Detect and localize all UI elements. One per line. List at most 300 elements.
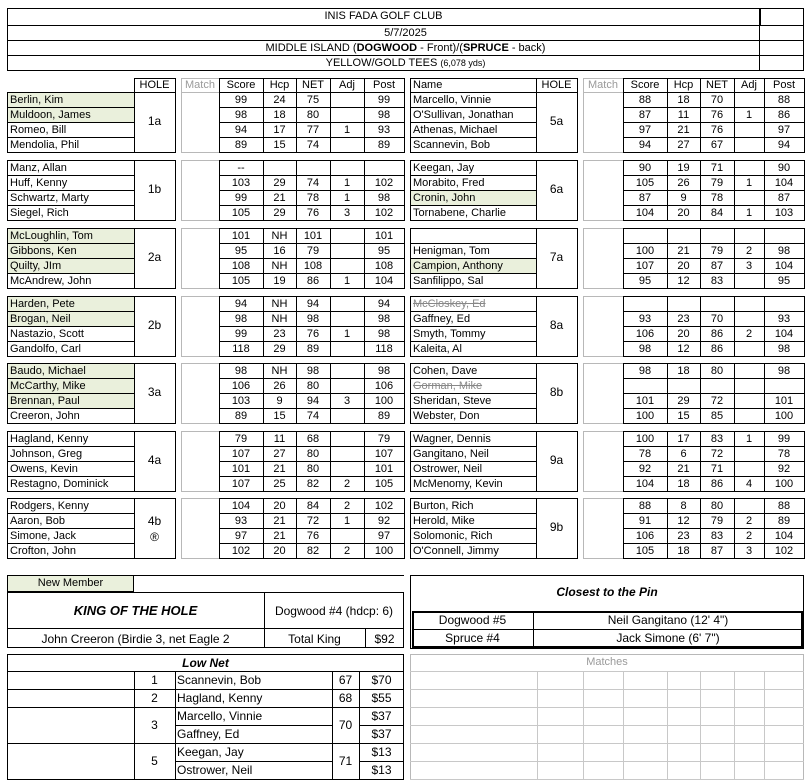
low-net-prize: $13: [371, 763, 392, 777]
header-l-hole-box: [134, 78, 176, 93]
player-net: 76: [710, 124, 724, 136]
player-name: Marcello, Vinnie: [413, 94, 492, 106]
player-score: 103: [231, 395, 251, 407]
player-net: 83: [710, 530, 724, 542]
player-net: 86: [710, 343, 724, 355]
rule-h: [175, 761, 332, 762]
player-post: 79: [377, 433, 391, 445]
low-net-prize: $37: [371, 709, 392, 723]
low-net-score: 67: [338, 674, 353, 687]
low-net-place: 2: [151, 692, 158, 705]
player-name: Gorman, Mike: [413, 380, 483, 392]
player-net: 80: [306, 380, 320, 392]
header-l-net-box: [296, 78, 331, 93]
club-title: INIS FADA GOLF CLUB: [324, 10, 443, 22]
player-score: 108: [231, 260, 251, 272]
player-net: 74: [306, 410, 320, 422]
header-r-adj: Adj: [741, 79, 757, 91]
player-hcp: 20: [677, 260, 690, 272]
player-score: 100: [635, 245, 655, 257]
player-hcp: 29: [677, 395, 690, 407]
player-hcp: 8: [680, 500, 687, 512]
low-net-player: Keegan, Jay: [177, 745, 244, 759]
header-l-match-box: [181, 78, 220, 93]
rule-h: [219, 393, 405, 394]
player-name: Webster, Don: [413, 410, 480, 422]
player-hcp: 21: [677, 245, 690, 257]
player-net: 79: [710, 245, 724, 257]
r-hole-8b: 8b: [549, 386, 564, 399]
player-adj: 1: [745, 207, 753, 219]
rule-h: [219, 378, 405, 379]
player-score: 101: [231, 463, 251, 475]
l-hole-3a: 3a: [147, 386, 162, 399]
player-name: Owens, Kevin: [10, 463, 78, 475]
player-post: 98: [377, 365, 391, 377]
player-adj: 1: [343, 515, 351, 527]
player-name: Gaffney, Ed: [413, 313, 471, 325]
rule-h: [219, 243, 405, 244]
header-l-hole: HOLE: [139, 79, 170, 91]
player-score: 89: [234, 139, 248, 151]
low-net-place: 3: [151, 719, 158, 732]
player-post: 104: [774, 530, 794, 542]
r-group-3-match-col: [583, 296, 624, 357]
player-post: 98: [777, 365, 791, 377]
l-group-6-match-col: [181, 498, 220, 559]
event-date: 5/7/2025: [384, 27, 427, 39]
header-r-score: Score: [630, 79, 660, 91]
player-hcp: 18: [677, 94, 690, 106]
player-name: Schwartz, Marty: [10, 192, 89, 204]
player-score: 97: [638, 124, 652, 136]
player-hcp: NH: [271, 365, 288, 377]
player-post: 102: [374, 177, 394, 189]
player-post: 93: [777, 313, 791, 325]
rule-h: [623, 461, 805, 462]
player-net: 98: [306, 365, 320, 377]
matches-title: Matches: [586, 656, 628, 668]
player-post: 94: [777, 139, 791, 151]
player-hcp: 18: [273, 109, 286, 121]
low-net-player: Scannevin, Bob: [177, 673, 262, 687]
player-net: 78: [710, 192, 724, 204]
player-score: 94: [638, 139, 652, 151]
r-hole-7a: 7a: [549, 251, 564, 264]
player-score: 107: [635, 260, 655, 272]
rule-h: [7, 707, 404, 708]
player-hcp: NH: [271, 298, 288, 310]
player-name: Simone, Jack: [10, 530, 77, 542]
l-group-0-match-col: [181, 92, 220, 153]
player-post: 101: [774, 395, 794, 407]
player-name: Nastazio, Scott: [10, 328, 84, 340]
player-name: Aaron, Bob: [10, 515, 66, 527]
header-l-net: NET: [302, 79, 324, 91]
rule-h: [7, 671, 404, 672]
player-hcp: 21: [677, 124, 690, 136]
player-net: 86: [306, 275, 320, 287]
player-hcp: 18: [677, 478, 690, 490]
player-adj: 2: [343, 545, 351, 557]
player-net: 72: [306, 515, 320, 527]
rule-h: [410, 725, 804, 726]
rule-h: [410, 671, 804, 672]
player-post: 103: [774, 207, 794, 219]
player-name: Muldoon, James: [8, 108, 134, 122]
player-post: 100: [374, 545, 394, 557]
king-total: $92: [374, 632, 395, 646]
player-score: 104: [635, 207, 655, 219]
low-net-player: Gaffney, Ed: [177, 727, 240, 741]
player-post: 86: [777, 109, 791, 121]
player-name: Restagno, Dominick: [10, 478, 109, 490]
player-name: Morabito, Fred: [413, 177, 485, 189]
rule-h: [7, 743, 404, 744]
player-post: 101: [374, 230, 394, 242]
player-hcp: 21: [273, 463, 286, 475]
r-group-6-match-col: [583, 498, 624, 559]
player-score: 87: [638, 192, 652, 204]
rule-h: [219, 258, 405, 259]
header-l-adj: Adj: [339, 79, 355, 91]
low-net-title: Low Net: [182, 656, 229, 670]
player-name: Gibbons, Ken: [8, 244, 134, 258]
player-adj: 2: [745, 530, 753, 542]
rule-h: [219, 205, 405, 206]
player-adj: 1: [745, 109, 753, 121]
player-hcp: 15: [677, 410, 690, 422]
player-score: 101: [635, 395, 655, 407]
player-name: Huff, Kenny: [10, 177, 68, 189]
rule-h: [410, 761, 804, 762]
player-hcp: NH: [271, 260, 288, 272]
header-r-hcp: Hcp: [673, 79, 694, 91]
header-r-hcp-box: [667, 78, 701, 93]
player-name: Gandolfo, Carl: [10, 343, 81, 355]
rule-h: [219, 408, 405, 409]
player-hcp: 21: [273, 192, 286, 204]
player-adj: 4: [745, 478, 753, 490]
player-adj: 3: [745, 545, 753, 557]
player-score: 88: [638, 500, 652, 512]
rule-h: [219, 543, 405, 544]
r-hole-9b: 9b: [549, 521, 564, 534]
rule-h: [359, 761, 404, 762]
low-net-player: Hagland, Kenny: [177, 691, 263, 705]
player-name: Siegel, Rich: [10, 207, 69, 219]
player-net: 67: [710, 139, 724, 151]
rule-h: [623, 107, 805, 108]
player-post: 104: [774, 260, 794, 272]
player-name: Rodgers, Kenny: [10, 500, 89, 512]
player-adj: 1: [343, 124, 351, 136]
player-post: 95: [377, 245, 391, 257]
rule-h: [410, 743, 804, 744]
player-net: 80: [306, 109, 320, 121]
r-hole-8a: 8a: [549, 319, 564, 332]
rule-h: [219, 341, 405, 342]
player-score: 95: [234, 245, 248, 257]
player-hcp: 29: [273, 177, 286, 189]
player-net: 80: [710, 500, 724, 512]
player-post: 98: [777, 245, 791, 257]
player-net: 76: [306, 328, 320, 340]
player-post: 99: [777, 433, 791, 445]
player-score: 106: [635, 530, 655, 542]
new-member-label: New Member: [37, 577, 104, 589]
player-name: Scannevin, Bob: [413, 139, 491, 151]
rule-h: [623, 446, 805, 447]
player-post: 93: [377, 124, 391, 136]
player-name: Harden, Pete: [8, 297, 134, 311]
rule-h: [623, 205, 805, 206]
player-post: 98: [377, 109, 391, 121]
rule-h: [219, 122, 405, 123]
player-net: 83: [710, 275, 724, 287]
player-hcp: 29: [273, 343, 286, 355]
player-score: 99: [234, 328, 248, 340]
player-score: 107: [231, 448, 251, 460]
player-adj: 1: [343, 192, 351, 204]
player-score: 98: [234, 365, 248, 377]
rule-h: [623, 326, 805, 327]
l-hole-2b: 2b: [147, 319, 162, 332]
header-r-adj-box: [734, 78, 765, 93]
player-adj: 3: [343, 207, 351, 219]
r-group-0-match-col: [583, 92, 624, 153]
player-hcp: 9: [680, 192, 687, 204]
player-hcp: 20: [273, 545, 286, 557]
rule-h: [623, 543, 805, 544]
l-group-3-match-col: [181, 296, 220, 357]
l-hole-4b: 4b: [147, 515, 162, 528]
low-net-prize: $70: [371, 673, 392, 687]
player-adj: 1: [343, 275, 351, 287]
player-net: 76: [306, 530, 320, 542]
player-post: 106: [374, 380, 394, 392]
player-name: Wagner, Dennis: [413, 433, 491, 445]
low-net-player: Ostrower, Neil: [177, 763, 253, 777]
player-name: McCarthy, Mike: [8, 379, 134, 393]
player-adj: 2: [343, 478, 351, 490]
player-net: 71: [710, 162, 724, 174]
player-hcp: 6: [680, 448, 687, 460]
player-post: 104: [774, 177, 794, 189]
player-score: 100: [635, 433, 655, 445]
player-net: 86: [710, 328, 724, 340]
player-score: 99: [234, 94, 248, 106]
header-r-score-box: [623, 78, 668, 93]
low-net-score: 70: [338, 719, 353, 732]
player-net: 74: [306, 177, 320, 189]
player-name: Hagland, Kenny: [10, 433, 89, 445]
player-post: 102: [374, 207, 394, 219]
player-score: 93: [638, 313, 652, 325]
rule-h: [175, 725, 332, 726]
header-l-hcp: Hcp: [269, 79, 290, 91]
rule-h: [623, 273, 805, 274]
player-name: McMenomy, Kevin: [413, 478, 503, 490]
header-r-match-box: [583, 78, 624, 93]
rule-h: [219, 476, 405, 477]
player-hcp: 17: [273, 124, 286, 136]
player-net: 70: [710, 313, 724, 325]
l-hole-1a: 1a: [147, 115, 162, 128]
player-name: Ostrower, Neil: [413, 463, 483, 475]
player-name: O'Connell, Jimmy: [413, 545, 499, 557]
player-post: 101: [374, 463, 394, 475]
player-hcp: 23: [273, 328, 286, 340]
player-score: 98: [234, 313, 248, 325]
rule-h: [623, 175, 805, 176]
player-adj: 1: [343, 328, 351, 340]
closest-winner-1: Neil Gangitano (12' 4"): [607, 614, 729, 627]
player-name: [411, 229, 536, 243]
player-score: 97: [234, 530, 248, 542]
player-post: 89: [377, 139, 391, 151]
low-net-prize: $13: [371, 745, 392, 759]
r-hole-6a: 6a: [549, 183, 564, 196]
low-net-prize: $37: [371, 727, 392, 741]
l-hole-4a: 4a: [147, 454, 162, 467]
rule-h: [623, 341, 805, 342]
rule-h: [623, 190, 805, 191]
player-net: 87: [710, 260, 724, 272]
player-hcp: 27: [677, 139, 690, 151]
player-hcp: 16: [273, 245, 286, 257]
player-hcp: 20: [273, 500, 286, 512]
player-post: 87: [777, 192, 791, 204]
player-net: 89: [306, 343, 320, 355]
rule-h: [219, 137, 405, 138]
rule-h: [623, 513, 805, 514]
player-score: 87: [638, 109, 652, 121]
rule-h: [623, 528, 805, 529]
player-name: Gangitano, Neil: [413, 448, 489, 460]
rule-h: [623, 243, 805, 244]
rule-h: [219, 528, 405, 529]
player-score: 105: [635, 177, 655, 189]
player-net: 80: [306, 448, 320, 460]
player-hcp: 27: [273, 448, 286, 460]
player-score: 90: [638, 162, 652, 174]
player-score: 104: [231, 500, 251, 512]
rule-h: [219, 107, 405, 108]
player-post: 78: [777, 448, 791, 460]
player-net: 79: [710, 177, 724, 189]
player-net: 75: [306, 94, 320, 106]
player-post: 104: [774, 328, 794, 340]
low-net-place: 1: [151, 674, 158, 687]
rule-h: [623, 258, 805, 259]
player-adj: 1: [745, 177, 753, 189]
player-score: --: [237, 162, 245, 174]
king-winner: John Creeron (Birdie 3, net Eagle 2: [41, 632, 230, 646]
player-score: 118: [232, 343, 250, 355]
player-post: 88: [777, 500, 791, 512]
rule-h: [219, 513, 405, 514]
registered-mark: ®: [150, 531, 159, 544]
r-group-2-match-col: [583, 228, 624, 289]
player-post: 118: [375, 343, 393, 355]
player-net: 76: [710, 109, 724, 121]
king-hole: Dogwood #4 (hdcp: 6): [274, 604, 394, 618]
rule-h: [219, 190, 405, 191]
player-name: McCloskey, Ed: [413, 298, 486, 310]
player-hcp: 12: [677, 515, 690, 527]
l-group-4-match-col: [181, 363, 220, 424]
player-score: 105: [635, 545, 655, 557]
header-r-post-box: [764, 78, 805, 93]
header-r-name-box: [410, 78, 537, 93]
player-net: 72: [710, 448, 724, 460]
player-net: 94: [306, 298, 320, 310]
player-score: 100: [635, 410, 655, 422]
player-adj: 2: [745, 245, 753, 257]
player-net: 79: [710, 515, 724, 527]
player-score: 106: [231, 380, 251, 392]
player-name: Sanfilippo, Sal: [413, 275, 484, 287]
player-name: Keegan, Jay: [413, 162, 475, 174]
player-net: 86: [710, 478, 724, 490]
player-name: Solomonic, Rich: [413, 530, 493, 542]
player-name: Herold, Mike: [413, 515, 475, 527]
rule-h: [623, 311, 805, 312]
rule-h: [219, 446, 405, 447]
header-l-post-box: [364, 78, 405, 93]
player-net: 108: [303, 260, 323, 272]
player-name: Brogan, Neil: [8, 312, 134, 326]
player-hcp: 11: [677, 109, 690, 121]
player-name: Campion, Anthony: [411, 259, 536, 273]
header-l-match: Match: [185, 79, 215, 91]
player-name: Brennan, Paul: [8, 394, 134, 408]
player-name: Henigman, Tom: [413, 245, 490, 257]
player-post: 97: [777, 124, 791, 136]
player-hcp: 18: [677, 545, 690, 557]
player-net: 70: [710, 94, 724, 106]
player-net: 80: [710, 365, 724, 377]
title-corner-box: [760, 8, 804, 26]
closest-hole-1: Dogwood #5: [438, 614, 507, 627]
player-post: 90: [777, 162, 791, 174]
rule-h: [219, 461, 405, 462]
player-score: 92: [638, 463, 652, 475]
r-hole-5a: 5a: [549, 115, 564, 128]
player-hcp: 21: [273, 530, 286, 542]
player-post: 105: [374, 478, 394, 490]
player-name: Mendolia, Phil: [10, 139, 80, 151]
rule-h: [359, 725, 404, 726]
player-net: 98: [306, 313, 320, 325]
player-hcp: 26: [273, 380, 286, 392]
header-l-hcp-box: [263, 78, 297, 93]
l-hole-2a: 2a: [147, 251, 162, 264]
player-hcp: 19: [273, 275, 286, 287]
king-title: KING OF THE HOLE: [73, 603, 198, 618]
closest-pin-title: Closest to the Pin: [556, 585, 658, 599]
player-score: 98: [638, 343, 652, 355]
player-name: O'Sullivan, Jonathan: [413, 109, 514, 121]
player-post: 92: [777, 463, 791, 475]
player-name: Burton, Rich: [413, 500, 474, 512]
player-net: 74: [306, 139, 320, 151]
player-hcp: 15: [273, 139, 286, 151]
player-score: 106: [635, 328, 655, 340]
player-hcp: 23: [677, 530, 690, 542]
player-net: 85: [710, 410, 724, 422]
